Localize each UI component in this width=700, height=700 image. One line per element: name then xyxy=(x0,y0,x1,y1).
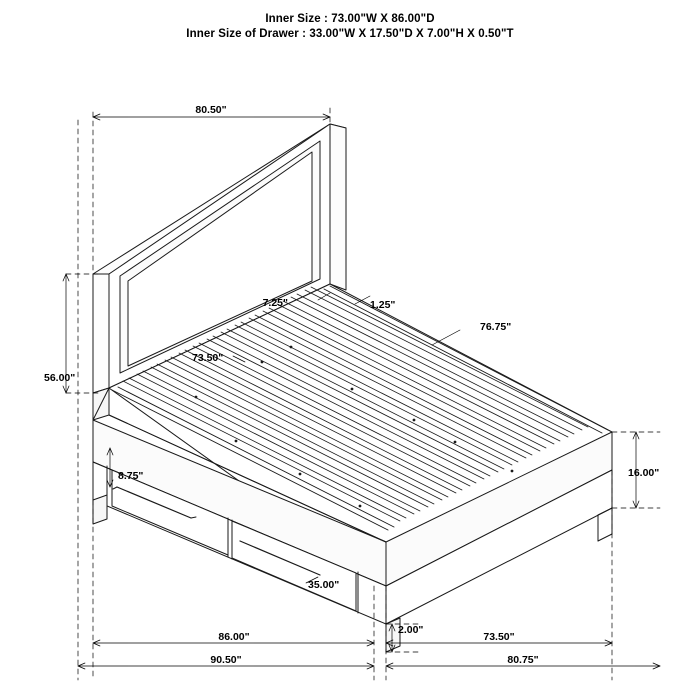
label-drawer-width: 35.00" xyxy=(308,579,340,591)
inner-size-text: Inner Size : 73.00"W X 86.00"D xyxy=(265,13,435,25)
label-footboard-height: 16.00" xyxy=(628,467,660,479)
label-total-height: 56.00" xyxy=(44,372,76,384)
label-foot-outer: 80.75" xyxy=(507,654,539,666)
label-rail-height: 8.75" xyxy=(118,470,144,482)
label-foot-inner: 73.50" xyxy=(483,631,515,643)
label-clearance: 2.00" xyxy=(398,624,424,636)
label-deck-width: 73.50" xyxy=(192,352,224,364)
label-rail-thickness: 1.25" xyxy=(370,299,396,311)
label-panel-inset: 7.25" xyxy=(262,297,288,309)
label-deck-depth: 76.75" xyxy=(480,321,512,333)
inner-drawer-size-text: Inner Size of Drawer : 33.00"W X 17.50"D X 7.00"H X 0.50"T xyxy=(186,28,514,40)
label-side-inner: 86.00" xyxy=(218,631,250,643)
label-side-outer: 90.50" xyxy=(210,654,242,666)
label-headboard-width: 80.50" xyxy=(195,104,227,116)
